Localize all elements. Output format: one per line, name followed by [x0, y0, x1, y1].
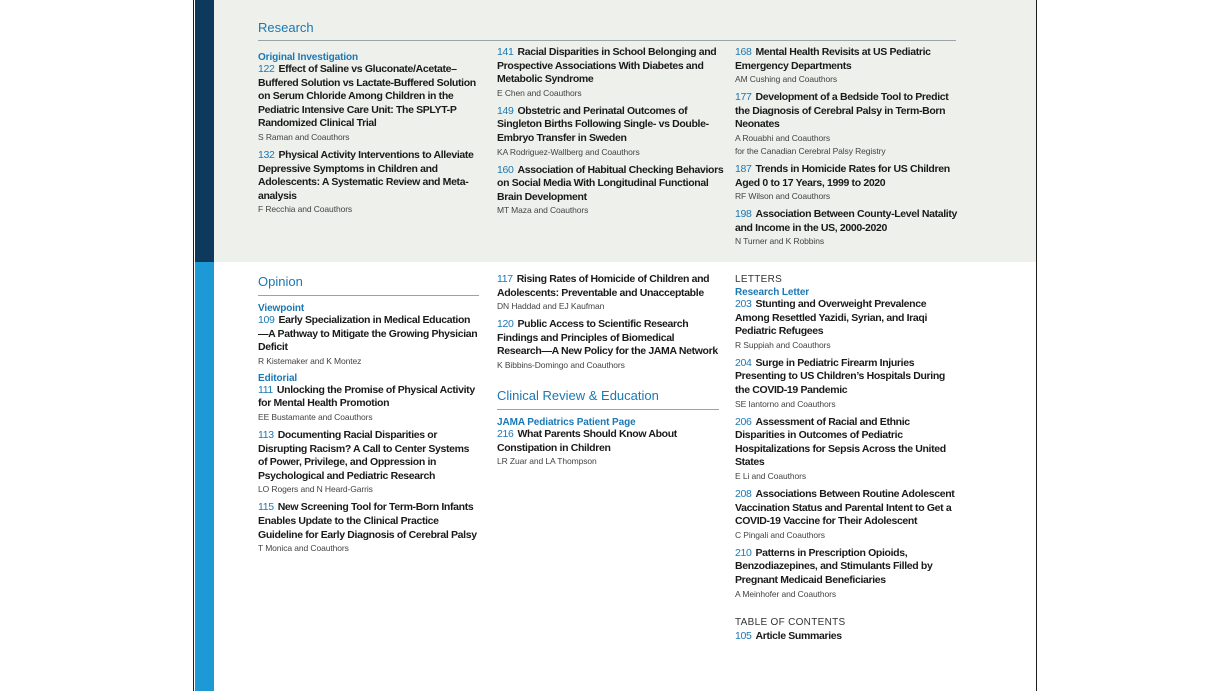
page-number: 198 — [735, 208, 752, 221]
editorial-list — [258, 384, 479, 555]
article-title: Mental Health Revisits at US Pediatric Emergency Departments — [735, 46, 931, 72]
article-title: Article Summaries — [755, 629, 842, 642]
article-entry[interactable] — [735, 488, 961, 542]
research-list-3 — [735, 46, 961, 248]
toc-list — [735, 630, 961, 644]
article-authors: DN Haddad and EJ Kaufman — [497, 301, 605, 312]
editorial-label: Editorial — [258, 372, 298, 384]
page-number: 168 — [735, 46, 752, 58]
article-authors: R Kistemaker and K Montez — [258, 355, 362, 366]
article-title-line — [735, 208, 961, 235]
page-number: 149 — [497, 104, 514, 117]
article-authors: RF Wilson and Coauthors — [735, 191, 831, 202]
opinion-list-2 — [497, 273, 719, 372]
article-title: Development of a Bedside Tool to Predict the Diagnosis of Cerebral Palsy in Term-Born Neonates — [735, 91, 949, 131]
page-number: 177 — [735, 91, 752, 104]
section-color-strip-opinion — [195, 262, 214, 691]
original-investigation-label: Original Investigation — [258, 52, 359, 63]
article-authors: N Turner and K Robbins — [735, 236, 824, 247]
page-number: 115 — [258, 501, 274, 514]
article-title: Public Access to Scientific Research Findings and Principles of Biomedical Research—A New Policy for the JAMA Network — [497, 318, 718, 358]
page-number: 208 — [735, 487, 752, 500]
article-title-line — [735, 163, 961, 190]
article-authors: E Chen and Coauthors — [497, 87, 582, 98]
patient-page-label: JAMA Pediatrics Patient Page — [497, 416, 636, 428]
article-authors: K Bibbins-Domingo and Coauthors — [497, 359, 625, 370]
article-title-line — [258, 63, 486, 131]
article-title: Associations Between Routine Adolescent Vaccination Status and Parental Intent to Get a COVID-19 Vaccine for Their Adolescent — [735, 487, 955, 528]
opinion-heading: Opinion — [258, 274, 303, 289]
page-number: 187 — [735, 162, 752, 175]
article-entry[interactable] — [735, 46, 961, 86]
toc-heading: TABLE OF CONTENTS — [735, 616, 846, 628]
research-list-1 — [258, 63, 486, 216]
article-authors: S Raman and Coauthors — [258, 131, 350, 142]
article-title: Obstetric and Perinatal Outcomes of Singleton Births Following Single- vs Double-Embryo Transfer in Sweden — [497, 104, 709, 144]
article-title: Association Between County-Level Natality and Income in the US, 2000-2020 — [735, 208, 958, 234]
page-number: 109 — [258, 314, 275, 326]
page-number: 105 — [735, 629, 752, 642]
article-title-line — [735, 547, 961, 588]
article-authors: LO Rogers and N Heard-Garris — [258, 484, 373, 495]
article-title: Effect of Saline vs Gluconate/Acetate–Buffered Solution vs Lactate-Buffered Solution on Serum Chloride Among Children in the Pediatric Intensive Care Unit: The SPLYT-P Randomized Clinical Trial — [258, 63, 476, 130]
article-entry[interactable] — [258, 314, 479, 368]
article-entry[interactable] — [735, 298, 961, 352]
research-list-2 — [497, 46, 725, 217]
article-entry[interactable] — [497, 273, 719, 313]
research-column-2 — [497, 46, 725, 222]
article-entry[interactable] — [735, 357, 961, 411]
article-title: New Screening Tool for Term-Born Infants Enables Update to the Clinical Practice Guideline for Early Diagnosis of Cerebral Palsy — [258, 501, 477, 541]
article-entry[interactable] — [258, 429, 479, 496]
article-title: Racial Disparities in School Belonging and Prospective Associations With Diabetes and Metabolic Syndrome — [497, 46, 717, 86]
article-authors: A Meinhofer and Coauthors — [735, 588, 836, 599]
article-entry[interactable] — [258, 149, 486, 216]
page-number: 111 — [258, 383, 273, 396]
clinical-review-heading: Clinical Review & Education — [497, 387, 659, 403]
clinical-review-rule — [497, 409, 719, 410]
article-authors: MT Maza and Coauthors — [497, 205, 589, 216]
article-title-line — [258, 149, 486, 203]
article-entry[interactable] — [258, 384, 479, 424]
article-title: Assessment of Racial and Ethnic Disparities in Outcomes of Pediatric Hospitalizations for Sepsis Across the United States — [735, 415, 946, 469]
article-title-line — [735, 46, 961, 73]
article-entry[interactable] — [497, 105, 725, 159]
page-number: 141 — [497, 46, 514, 58]
article-authors: SE Iantorno and Coauthors — [735, 398, 836, 409]
article-title-line — [497, 428, 719, 455]
article-title: Trends in Homicide Rates for US Children Aged 0 to 17 Years, 1999 to 2020 — [735, 162, 950, 189]
page-number: 132 — [258, 148, 275, 161]
article-title-line — [735, 488, 961, 529]
article-authors: R Suppiah and Coauthors — [735, 339, 831, 350]
research-column-1 — [258, 20, 486, 221]
article-title-line — [735, 91, 961, 132]
article-title: Documenting Racial Disparities or Disrupting Racism? A Call to Center Systems of Power, Privilege, and Oppression in Psychological and Pediatric Research — [258, 428, 470, 482]
page-number: 203 — [735, 298, 752, 310]
page-number: 117 — [497, 273, 513, 285]
article-authors: KA Rodriguez-Wallberg and Coauthors — [497, 146, 640, 157]
article-title-line — [497, 273, 719, 300]
research-heading: Research — [258, 20, 314, 35]
article-title-line — [497, 318, 719, 359]
article-title: Patterns in Prescription Opioids, Benzodiazepines, and Stimulants Filled by Pregnant Medicaid Beneficiaries — [735, 546, 933, 586]
page-number: 160 — [497, 163, 514, 176]
article-title: Early Specialization in Medical Education—A Pathway to Mitigate the Growing Physician Deficit — [258, 314, 478, 354]
letters-list — [735, 298, 961, 601]
opinion-rule — [258, 295, 479, 296]
article-authors: A Rouabhi and Coauthors — [735, 132, 831, 143]
article-title-line — [497, 164, 725, 205]
article-entry[interactable] — [735, 208, 961, 248]
article-entry[interactable] — [497, 164, 725, 218]
letters-heading: LETTERS — [735, 274, 783, 285]
article-title: Rising Rates of Homicide of Children and Adolescents: Preventable and Unacceptable — [497, 273, 710, 299]
article-title-line — [258, 501, 479, 542]
article-entry[interactable] — [735, 547, 961, 601]
article-title: Unlocking the Promise of Physical Activity for Mental Health Promotion — [258, 383, 475, 410]
research-letter-label: Research Letter — [735, 287, 810, 298]
research-column-3 — [735, 46, 961, 253]
article-entry[interactable] — [258, 63, 486, 144]
article-title: What Parents Should Know About Constipation in Children — [497, 427, 677, 454]
article-entry[interactable] — [735, 91, 961, 158]
article-entry[interactable] — [497, 428, 719, 468]
article-title-line — [497, 46, 725, 87]
article-entry[interactable] — [497, 318, 719, 372]
article-entry[interactable] — [258, 501, 479, 555]
article-authors: EE Bustamante and Coauthors — [258, 411, 373, 422]
article-title: Stunting and Overweight Prevalence Among Resettled Yazidi, Syrian, and Iraqi Pediatric Refugees — [735, 298, 928, 338]
article-title-line — [258, 429, 479, 483]
section-color-strip-research — [195, 0, 214, 262]
article-title-line — [497, 105, 725, 146]
page-number: 216 — [497, 427, 514, 440]
article-title: Physical Activity Interventions to Alleviate Depressive Symptoms in Children and Adolescents: A Systematic Review and Meta-analysis — [258, 148, 474, 202]
letters-column — [735, 274, 961, 648]
article-title-line — [735, 630, 961, 644]
article-title-line — [258, 314, 479, 355]
page-number: 210 — [735, 546, 752, 559]
article-entry[interactable] — [735, 630, 961, 644]
article-title-line — [735, 416, 961, 470]
page-number: 204 — [735, 356, 752, 369]
article-title-line — [735, 298, 961, 339]
article-authors: F Recchia and Coauthors — [258, 204, 353, 215]
viewpoint-label: Viewpoint — [258, 303, 305, 314]
opinion-column-1 — [258, 274, 479, 560]
page-number: 122 — [258, 63, 275, 75]
clinical-review-list — [497, 428, 719, 468]
article-title: Association of Habitual Checking Behaviors on Social Media With Longitudinal Functional Brain Development — [497, 163, 724, 203]
article-entry[interactable] — [497, 46, 725, 100]
article-entry[interactable] — [735, 416, 961, 483]
article-authors: C Pingali and Coauthors — [735, 529, 825, 540]
opinion-column-2 — [497, 273, 719, 473]
page-number: 120 — [497, 318, 514, 331]
article-authors: for the Canadian Cerebral Palsy Registry — [735, 145, 886, 156]
article-authors: E Li and Coauthors — [735, 470, 806, 481]
article-title-line — [258, 384, 479, 411]
page-number: 206 — [735, 415, 752, 428]
left-page-edge — [193, 0, 194, 691]
article-title: Surge in Pediatric Firearm Injuries Presenting to US Children’s Hospitals During the COVID-19 Pandemic — [735, 356, 945, 396]
right-page-edge — [1036, 0, 1037, 691]
table-of-contents-page — [214, 0, 1036, 691]
article-title-line — [735, 357, 961, 398]
viewpoint-list — [258, 314, 479, 368]
page-number: 113 — [258, 428, 274, 441]
article-authors: LR Zuar and LA Thompson — [497, 456, 597, 467]
article-authors: T Monica and Coauthors — [258, 543, 349, 554]
article-entry[interactable] — [735, 163, 961, 203]
article-authors: AM Cushing and Coauthors — [735, 74, 838, 85]
